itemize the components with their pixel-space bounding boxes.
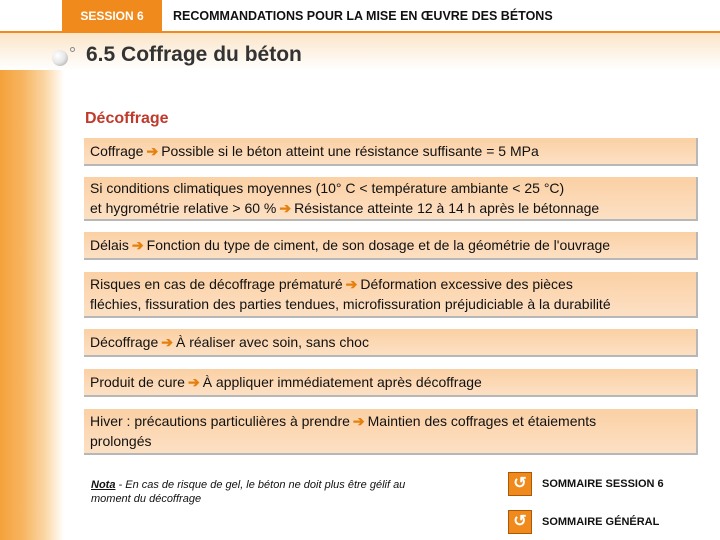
info-box-conditions <box>84 177 698 221</box>
small-circle-icon <box>70 47 75 52</box>
info-box-curing <box>84 369 698 397</box>
session-tab: SESSION 6 <box>62 0 162 31</box>
left-decorative-strip <box>0 0 64 540</box>
page-title: 6.5 Coffrage du béton <box>86 43 302 66</box>
info-row <box>90 274 690 294</box>
session-summary-link[interactable] <box>508 472 664 496</box>
info-label: Décoffrage <box>90 334 159 350</box>
arrow-icon: ➔ <box>352 413 365 429</box>
info-text: Résistance atteinte 12 à 14 h après le bétonnage <box>294 200 600 216</box>
arrow-icon: ➔ <box>161 334 173 350</box>
info-box-stripping <box>84 329 698 357</box>
info-text: Maintien des coffrages et étaiements <box>367 413 597 429</box>
u-turn-back-icon[interactable]: ↺ <box>508 472 532 496</box>
general-summary-label[interactable]: SOMMAIRE GÉNÉRAL <box>542 516 660 528</box>
info-label: et hygrométrie relative > 60 % <box>90 200 277 216</box>
arrow-icon: ➔ <box>131 237 144 253</box>
info-box-formwork <box>84 138 698 166</box>
info-row: Si conditions climatiques moyennes (10° C < température ambiante < 25 °C) <box>90 180 565 196</box>
arrow-icon: ➔ <box>187 374 200 390</box>
session-summary-label[interactable]: SOMMAIRE SESSION 6 <box>542 478 664 490</box>
arrow-icon: ➔ <box>345 276 358 292</box>
arrow-icon: ➔ <box>279 200 292 216</box>
info-row <box>90 141 690 161</box>
arrow-icon: ➔ <box>146 143 159 159</box>
info-box-winter <box>84 409 698 455</box>
info-text: À réaliser avec soin, sans choc <box>175 334 369 350</box>
footnote-label: Nota <box>91 479 116 491</box>
info-row <box>90 198 690 218</box>
footnote-text: - En cas de risque de gel, le béton ne doit plus être gélif au moment du décoffrage <box>91 479 406 505</box>
info-text: Possible si le béton atteint une résistance suffisante = 5 MPa <box>161 143 539 159</box>
u-turn-back-icon[interactable]: ↺ <box>508 510 532 534</box>
info-label: Risques en cas de décoffrage prématuré <box>90 276 343 292</box>
section-title: Décoffrage <box>85 110 169 127</box>
info-label: Coffrage <box>90 143 144 159</box>
info-label: Hiver : précautions particulières à prendre <box>90 413 350 429</box>
info-box-risks <box>84 272 698 318</box>
info-box-delays <box>84 232 698 260</box>
info-row <box>90 332 690 352</box>
info-row: fléchies, fissuration des parties tendues, microfissuration préjudiciable à la durabilité <box>90 296 611 312</box>
general-summary-link[interactable] <box>508 510 659 534</box>
header-title: RECOMMANDATIONS POUR LA MISE EN ŒUVRE DES BÉTONS <box>173 9 553 23</box>
info-row <box>90 411 690 431</box>
info-text: Déformation excessive des pièces <box>360 276 573 292</box>
info-text: Fonction du type de ciment, de son dosage et de la géométrie de l'ouvrage <box>146 237 611 253</box>
info-label: Délais <box>90 237 129 253</box>
info-label: Produit de cure <box>90 374 185 390</box>
info-text: À appliquer immédiatement après décoffrage <box>202 374 482 390</box>
info-row: prolongés <box>90 433 152 449</box>
title-bullet-icon <box>52 50 68 66</box>
info-row <box>90 235 690 255</box>
header-divider <box>0 31 720 33</box>
footnote <box>91 478 431 506</box>
info-row <box>90 372 690 392</box>
